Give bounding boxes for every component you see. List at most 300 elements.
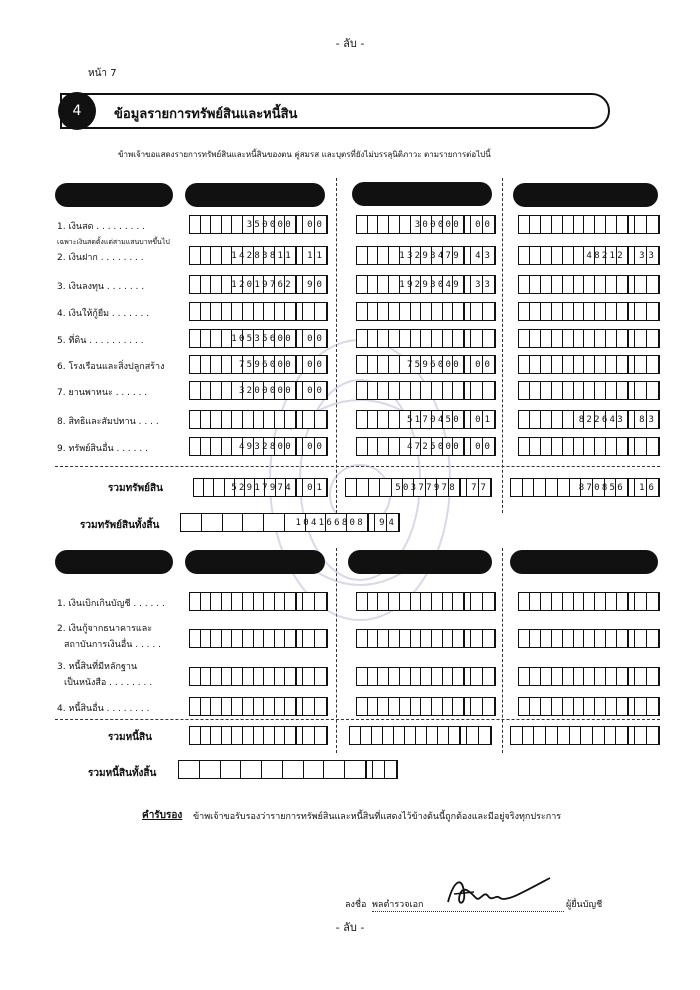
digit-box (635, 276, 647, 293)
digit-box (437, 479, 448, 496)
amount-integer: 13293479 (399, 250, 461, 261)
digit-box (190, 247, 201, 264)
digit-box (519, 630, 530, 647)
digit-box (411, 438, 422, 455)
digit-box (563, 593, 574, 610)
amount-field[interactable] (518, 355, 660, 374)
digit-box (483, 276, 495, 293)
digit-box (378, 330, 389, 347)
amount-field[interactable] (356, 437, 496, 456)
digit-box (243, 438, 254, 455)
digit-box (453, 356, 464, 373)
digit-box (378, 630, 389, 647)
digit-box (421, 668, 432, 685)
liability-label-continued: เป็นหนังสือ . . . . . . . . (64, 678, 153, 688)
digit-box (471, 411, 483, 428)
digit-box (584, 247, 595, 264)
amount-field[interactable] (518, 381, 660, 400)
digit-box (232, 330, 243, 347)
digit-box (483, 247, 495, 264)
digit-box (275, 247, 286, 264)
digit-box (570, 727, 582, 744)
digit-box (432, 356, 443, 373)
amount-decimal: 90 (307, 279, 326, 290)
amount-field[interactable] (518, 246, 660, 265)
digit-box (201, 382, 212, 399)
digit-box (315, 668, 327, 685)
amount-field[interactable] (518, 410, 660, 429)
digit-box (201, 330, 212, 347)
digit-box (443, 668, 454, 685)
digit-box (443, 593, 454, 610)
grand-total-assets-label: รวมทรัพย์สินทั้งสิ้น (80, 520, 160, 531)
digit-box (647, 698, 659, 715)
amount-field[interactable] (356, 215, 496, 234)
digit-box (595, 330, 606, 347)
digit-box (563, 276, 574, 293)
digit-box (534, 479, 546, 496)
digit-box (243, 382, 254, 399)
digit-box (214, 479, 224, 496)
amount-field[interactable] (178, 760, 398, 779)
digit-box (471, 438, 483, 455)
digit-box (232, 438, 243, 455)
digit-box (563, 247, 574, 264)
digit-box (530, 216, 541, 233)
digit-box (201, 668, 212, 685)
digit-box (389, 276, 400, 293)
digit-box (574, 382, 585, 399)
digit-box (443, 276, 454, 293)
amount-field[interactable] (356, 667, 496, 686)
amount-field[interactable] (189, 697, 328, 716)
digit-box (243, 303, 254, 320)
digit-box (421, 593, 432, 610)
amount-field[interactable] (518, 697, 660, 716)
digit-box (541, 593, 552, 610)
amount-field[interactable] (189, 437, 328, 456)
digit-box (347, 514, 368, 531)
digit-box (232, 593, 243, 610)
digit-box (303, 411, 315, 428)
digit-box (400, 411, 411, 428)
amount-integer: 350000 (246, 219, 293, 230)
digit-box (201, 698, 212, 715)
digit-box (421, 630, 432, 647)
amount-field[interactable] (518, 275, 660, 294)
amount-field[interactable] (356, 329, 496, 348)
digit-box (530, 593, 541, 610)
digit-box (647, 276, 659, 293)
digit-box (617, 698, 628, 715)
digit-box (303, 668, 315, 685)
digit-box (400, 630, 411, 647)
digit-box (606, 247, 617, 264)
amount-field[interactable] (189, 381, 328, 400)
digit-box (264, 593, 275, 610)
digit-box (223, 514, 244, 531)
sign-suffix: ผู้ยื่นบัญชี (566, 900, 603, 910)
digit-box (605, 727, 617, 744)
amount-decimal: 00 (307, 385, 326, 396)
amount-field[interactable] (189, 246, 328, 265)
digit-box (443, 698, 454, 715)
digit-box (211, 438, 222, 455)
amount-field[interactable] (518, 629, 660, 648)
digit-box (541, 276, 552, 293)
amount-field[interactable] (189, 302, 328, 321)
digit-box (232, 382, 243, 399)
digit-box (530, 411, 541, 428)
digit-box (541, 411, 552, 428)
digit-box (264, 698, 275, 715)
digit-box (201, 438, 212, 455)
amount-field[interactable] (356, 697, 496, 716)
digit-box (357, 438, 368, 455)
amount-field[interactable] (189, 329, 328, 348)
amount-field[interactable] (189, 275, 328, 294)
amount-field[interactable] (356, 355, 496, 374)
digit-box (595, 247, 606, 264)
digit-box (265, 479, 275, 496)
digit-box (411, 303, 422, 320)
digit-box (303, 216, 315, 233)
header-pill-declarant (185, 550, 325, 574)
digit-box (303, 330, 315, 347)
digit-box (552, 382, 563, 399)
digit-box (541, 330, 552, 347)
amount-decimal: 43 (475, 250, 494, 261)
amount-field[interactable] (189, 215, 328, 234)
digit-box (400, 593, 411, 610)
digit-box (368, 411, 379, 428)
digit-box (606, 668, 617, 685)
digit-box (232, 356, 243, 373)
digit-box (432, 247, 443, 264)
digit-box (243, 593, 254, 610)
digit-box (222, 668, 233, 685)
digit-box (411, 247, 422, 264)
digit-box (584, 438, 595, 455)
amount-decimal: 00 (475, 359, 494, 370)
asset-note: เฉพาะเงินสดตั้งแต่สามแสนบาทขึ้นไป (57, 238, 170, 246)
amount-decimal: 01 (475, 414, 494, 425)
digit-box (190, 356, 201, 373)
digit-box (285, 330, 296, 347)
digit-box (635, 303, 647, 320)
amount-field[interactable] (356, 410, 496, 429)
digit-box (443, 216, 454, 233)
grand-total-liabilities-label: รวมหนี้สินทั้งสิ้น (88, 768, 157, 779)
amount-field[interactable] (356, 275, 496, 294)
digit-box (222, 411, 233, 428)
digit-box (595, 303, 606, 320)
digit-box (368, 630, 379, 647)
digit-box (389, 411, 400, 428)
digit-box (306, 514, 327, 531)
digit-box (378, 438, 389, 455)
amount-integer: 7596000 (238, 359, 293, 370)
digit-box (647, 668, 659, 685)
digit-box (243, 330, 254, 347)
header-pill-spouse (348, 550, 492, 574)
digit-box (552, 247, 563, 264)
digit-box (635, 382, 647, 399)
digit-box (368, 356, 379, 373)
digit-box (243, 514, 264, 531)
liability-label-continued: สถาบันการเงินอื่น . . . . . (64, 640, 161, 650)
digit-box (453, 411, 464, 428)
amount-field[interactable] (356, 302, 496, 321)
digit-box (471, 382, 483, 399)
digit-box (304, 761, 325, 778)
asset-label: 9. ทรัพย์สินอื่น . . . . . . (57, 444, 148, 454)
digit-box (523, 727, 535, 744)
liability-label: 3. หนี้สินที่มีหลักฐาน (57, 662, 138, 672)
digit-box (179, 761, 200, 778)
header-pill-declarant (185, 183, 325, 207)
digit-box (394, 727, 405, 744)
digit-box (181, 514, 202, 531)
digit-box (584, 382, 595, 399)
digit-box (315, 411, 327, 428)
amount-field[interactable] (356, 246, 496, 265)
digit-box (453, 438, 464, 455)
amount-field[interactable] (349, 726, 492, 745)
column-divider (502, 178, 503, 513)
digit-box (411, 216, 422, 233)
digit-box (635, 630, 647, 647)
digit-box (584, 276, 595, 293)
digit-box (421, 276, 432, 293)
amount-field[interactable] (189, 355, 328, 374)
digit-box (635, 668, 647, 685)
digit-box (519, 698, 530, 715)
digit-box (541, 668, 552, 685)
digit-box (243, 411, 254, 428)
digit-box (222, 698, 233, 715)
digit-box (392, 479, 403, 496)
digit-box (190, 382, 201, 399)
amount-field[interactable] (189, 592, 328, 611)
digit-box (245, 479, 255, 496)
row-divider (55, 719, 660, 720)
digit-box (285, 438, 296, 455)
amount-field[interactable] (180, 513, 400, 532)
digit-box (357, 593, 368, 610)
digit-box (400, 247, 411, 264)
amount-decimal: 00 (475, 441, 494, 452)
digit-box (432, 698, 443, 715)
amount-decimal: 01 (307, 482, 326, 493)
digit-box (254, 356, 265, 373)
digit-box (574, 356, 585, 373)
amount-field[interactable] (356, 592, 496, 611)
amount-field[interactable] (189, 410, 328, 429)
digit-box (389, 382, 400, 399)
digit-box (190, 411, 201, 428)
digit-box (584, 411, 595, 428)
amount-field[interactable] (356, 629, 496, 648)
digit-box (378, 356, 389, 373)
digit-box (190, 216, 201, 233)
digit-box (483, 382, 495, 399)
amount-field[interactable] (518, 667, 660, 686)
digit-box (202, 514, 223, 531)
digit-box (443, 630, 454, 647)
digit-box (211, 247, 222, 264)
digit-box (264, 382, 275, 399)
amount-field[interactable] (189, 629, 328, 648)
digit-box (232, 247, 243, 264)
digit-box (275, 593, 286, 610)
amount-field[interactable] (510, 726, 660, 745)
digit-box (243, 216, 254, 233)
digit-box (593, 479, 605, 496)
digit-box (552, 438, 563, 455)
digit-box (254, 303, 265, 320)
digit-box (647, 727, 659, 744)
digit-box (574, 668, 585, 685)
digit-box (432, 630, 443, 647)
digit-box (635, 593, 647, 610)
total-assets-label: รวมทรัพย์สิน (108, 483, 163, 494)
total-liabilities-label: รวมหนี้สิน (108, 732, 152, 743)
digit-box (563, 630, 574, 647)
digit-box (254, 216, 265, 233)
digit-box (647, 630, 659, 647)
amount-field[interactable] (510, 478, 660, 497)
digit-box (563, 303, 574, 320)
digit-box (432, 668, 443, 685)
digit-box (201, 593, 212, 610)
amount-integer: 300000 (414, 219, 461, 230)
digit-box (606, 698, 617, 715)
amount-integer: 4932800 (238, 441, 293, 452)
digit-box (285, 698, 296, 715)
digit-box (574, 411, 585, 428)
digit-box (200, 761, 221, 778)
amount-field[interactable] (518, 329, 660, 348)
digit-box (570, 479, 582, 496)
amount-field[interactable] (518, 437, 660, 456)
digit-box (519, 411, 530, 428)
digit-box (483, 330, 495, 347)
digit-box (211, 698, 222, 715)
digit-box (541, 303, 552, 320)
digit-box (378, 247, 389, 264)
digit-box (541, 438, 552, 455)
asset-label: 7. ยานพาหนะ . . . . . . (57, 388, 148, 398)
digit-box (357, 411, 368, 428)
amount-field[interactable] (345, 478, 492, 497)
digit-box (285, 216, 296, 233)
amount-field[interactable] (356, 381, 496, 400)
digit-box (411, 630, 422, 647)
digit-box (389, 438, 400, 455)
digit-box (389, 247, 400, 264)
digit-box (563, 411, 574, 428)
amount-field[interactable] (518, 592, 660, 611)
digit-box (647, 411, 659, 428)
amount-integer: 14283811 (231, 250, 293, 261)
digit-box (530, 247, 541, 264)
digit-box (378, 593, 389, 610)
digit-box (563, 330, 574, 347)
digit-box (389, 698, 400, 715)
digit-box (243, 698, 254, 715)
digit-box (647, 438, 659, 455)
digit-box (421, 216, 432, 233)
amount-field[interactable] (518, 215, 660, 234)
digit-box (232, 668, 243, 685)
amount-integer: 48212 (586, 250, 625, 261)
digit-box (315, 479, 327, 496)
digit-box (558, 479, 570, 496)
sign-prefix: ลงชื่อ (345, 900, 367, 910)
digit-box (403, 479, 414, 496)
amount-decimal: 83 (639, 414, 658, 425)
digit-box (453, 668, 464, 685)
digit-box (400, 303, 411, 320)
digit-box (389, 593, 400, 610)
digit-box (471, 630, 483, 647)
digit-box (483, 593, 495, 610)
digit-box (315, 438, 327, 455)
digit-box (563, 216, 574, 233)
digit-box (432, 216, 443, 233)
amount-field[interactable] (518, 302, 660, 321)
header-pill-spouse (352, 182, 492, 206)
digit-box (471, 668, 483, 685)
digit-box (552, 276, 563, 293)
digit-box (275, 698, 286, 715)
digit-box (552, 698, 563, 715)
amount-decimal: 33 (639, 250, 658, 261)
digit-box (190, 630, 201, 647)
digit-box (400, 216, 411, 233)
digit-box (211, 382, 222, 399)
amount-field[interactable] (189, 726, 328, 745)
digit-box (616, 479, 628, 496)
digit-box (541, 356, 552, 373)
digit-box (595, 382, 606, 399)
digit-box (275, 356, 286, 373)
digit-box (617, 356, 628, 373)
digit-box (595, 630, 606, 647)
liability-label: 4. หนี้สินอื่น . . . . . . . . (57, 704, 150, 714)
digit-box (201, 216, 212, 233)
digit-box (264, 438, 275, 455)
digit-box (483, 668, 495, 685)
digit-box (190, 727, 201, 744)
digit-box (222, 247, 233, 264)
digit-box (617, 438, 628, 455)
intro-text: ข้าพเจ้าขอแสดงรายการทรัพย์สินและหนี้สินของตน คู่สมรส และบุตรที่ยังไม่บรรลุนิติภาวะ ตามรายการต่อไปนี้ (118, 150, 491, 159)
digit-box (605, 479, 617, 496)
amount-decimal: 00 (307, 441, 326, 452)
digit-box (303, 356, 315, 373)
digit-box (635, 247, 647, 264)
amount-field[interactable] (189, 667, 328, 686)
digit-box (400, 356, 411, 373)
digit-box (285, 276, 296, 293)
digit-box (574, 698, 585, 715)
digit-box (471, 356, 483, 373)
digit-box (235, 479, 245, 496)
digit-box (285, 382, 296, 399)
amount-field[interactable] (193, 478, 328, 497)
